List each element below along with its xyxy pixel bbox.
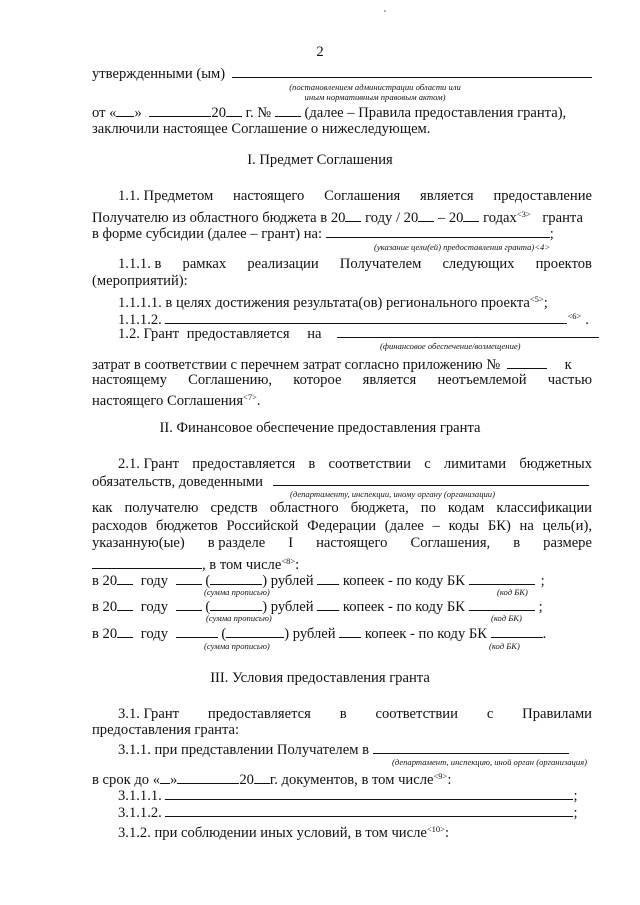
word: коды [448, 518, 480, 534]
word: лимитами [443, 456, 507, 472]
text: ; [549, 226, 554, 242]
sum-note: (сумма прописью) [206, 613, 272, 623]
text: обязательств, доведенными [92, 474, 263, 490]
footnote-ref: <7> [243, 392, 257, 402]
clause-3-1-1-2 [118, 803, 578, 822]
rubles-blank [176, 571, 202, 585]
text: , в том числе [202, 557, 282, 573]
text: ; [543, 295, 548, 311]
word: Получателем [339, 256, 422, 272]
kbk-note: (код БК) [489, 641, 520, 651]
word: 3.1. Грант [118, 706, 180, 722]
footnote-ref: <10> [426, 824, 445, 834]
text: » [170, 772, 178, 788]
number-label: г. № [245, 105, 272, 121]
word: средств [210, 500, 258, 516]
word: в [308, 456, 316, 472]
text: ; [573, 805, 578, 821]
department-blank [273, 472, 589, 486]
word: указанную(ые) [92, 535, 185, 551]
kbk-note: (код БК) [491, 613, 522, 623]
approved-by-text: утвержденными (ым) [92, 66, 226, 82]
text: копеек - по коду БК [342, 573, 466, 589]
word: реализации [247, 256, 319, 272]
kbk-note: (код БК) [497, 587, 528, 597]
text: предоставляется [186, 326, 290, 342]
word: 1.1. Предметом [118, 188, 214, 204]
text: : [295, 557, 300, 573]
annex-number-blank [507, 355, 547, 369]
rubles-blank [176, 624, 218, 638]
text: Получателю из областного бюджета в 20 [92, 210, 346, 226]
number-blank [275, 103, 301, 117]
text: копеек - по коду БК [364, 626, 488, 642]
concluded-text: заключили настоящее Соглашение о нижеследующем. [92, 121, 431, 137]
page-number: 2 [316, 44, 324, 60]
text: году [140, 626, 169, 642]
financing-note: (финансовое обеспечение/возмещение) [380, 341, 521, 351]
text: : [447, 772, 452, 788]
word: с [486, 706, 494, 722]
word: расходов [92, 518, 148, 534]
text: годах [483, 210, 517, 226]
section-1-heading: I. Предмет Соглашения [247, 152, 393, 168]
rubles-words-blank [210, 597, 262, 611]
approved-note-1: (постановлением администрации области или [289, 82, 461, 92]
word: на [519, 518, 534, 534]
word: следующих [442, 256, 515, 272]
text: ; [538, 599, 543, 615]
sum-note: (сумма прописью) [204, 587, 270, 597]
approved-by-line [92, 64, 592, 83]
text: 3.1.1. при представлении Получателем в [118, 742, 369, 758]
kopecks-blank [317, 597, 339, 611]
text: ; [540, 573, 545, 589]
department-note: (департамент, инспекцию, иной орган (организация) [392, 757, 587, 767]
text: ) рублей [262, 599, 314, 615]
rubles-words-blank [226, 624, 284, 638]
footnote-ref: <8> [281, 556, 296, 566]
text: 3.1.1.1. [118, 788, 162, 804]
word: предоставление [493, 188, 592, 204]
section-2-heading: II. Финансовое обеспечение предоставления гранта [159, 420, 481, 436]
word: в разделе [207, 535, 266, 551]
footnote-ref: <6> [567, 311, 582, 321]
word: частью [547, 372, 592, 388]
footnote-ref: <9> [433, 771, 448, 781]
department-note: (департаменту, инспекции, иному органу (организации) [290, 489, 495, 499]
word: областного [269, 500, 339, 516]
word: 2.1. Грант [118, 456, 180, 472]
year-blank [418, 208, 434, 222]
text: году [140, 599, 169, 615]
footnote-ref: <3> [516, 209, 531, 219]
clause-3-1-2 [118, 821, 449, 842]
rubles-blank [176, 597, 202, 611]
word: Соглашению, [188, 372, 273, 388]
text: ) рублей [262, 573, 314, 589]
text: к [564, 357, 572, 373]
kopecks-blank [339, 624, 361, 638]
kbk-blank [469, 571, 535, 585]
month-blank [149, 103, 211, 117]
clause-2-1-line-5 [92, 535, 592, 552]
year-blank [254, 770, 270, 784]
document-blank [165, 803, 573, 817]
text: : [444, 825, 450, 841]
word: получателю [124, 500, 199, 516]
clause-2-1-line-4 [92, 518, 592, 535]
text: ) рублей [284, 626, 336, 642]
clause-1-1-line-1 [118, 188, 592, 205]
text: на [307, 326, 322, 342]
financing-blank [337, 324, 599, 338]
text: настоящего Соглашения [92, 393, 244, 409]
project-blank [165, 310, 567, 324]
date-close: » [134, 105, 142, 121]
total-amount-blank [92, 555, 202, 569]
word: Правилами [522, 706, 592, 722]
text: 3.1.2. при соблюдении иных условий, в том числе [118, 825, 427, 841]
clause-3-1-line-2: предоставления гранта: [92, 722, 240, 738]
text: 20 [239, 772, 254, 788]
word: которое [293, 372, 342, 388]
word: в [339, 706, 347, 722]
word: является [362, 372, 417, 388]
costs-line-3 [92, 389, 261, 410]
word: неотъемлемой [437, 372, 527, 388]
text: ( [205, 573, 211, 589]
text: году / 20 [365, 210, 419, 226]
text: в 20 [92, 573, 118, 589]
word: проектов [535, 256, 592, 272]
costs-line-2 [92, 372, 592, 389]
text: . [585, 312, 589, 328]
date-open: от « [92, 105, 117, 121]
word: Соглашения [324, 188, 401, 204]
word: соответствии [328, 456, 411, 472]
word: размере [543, 535, 592, 551]
word: цель(и), [542, 518, 592, 534]
clause-2-1-line-1 [118, 456, 592, 473]
kbk-blank [469, 597, 535, 611]
date-line [92, 103, 566, 122]
year-blank [117, 624, 133, 638]
word: по [420, 500, 436, 516]
year-blank [117, 597, 133, 611]
word: рамках [182, 256, 227, 272]
clause-2-1-line-3 [92, 500, 592, 517]
word: бюджетов [156, 518, 218, 534]
clause-1-1-1-line-1 [118, 256, 592, 273]
approved-note-2: иным нормативным правовым актом) [304, 92, 446, 102]
day-blank [116, 103, 134, 117]
purpose-blank [326, 224, 550, 238]
text: 1.1.1.2. [118, 312, 162, 328]
kbk-blank [491, 624, 543, 638]
text: . [542, 626, 547, 642]
clause-1-1-line-3 [92, 224, 554, 243]
section-3-heading: III. Условия предоставления гранта [210, 670, 430, 686]
payment-row-1 [92, 571, 545, 590]
text: ( [205, 599, 211, 615]
rubles-words-blank [210, 571, 262, 585]
text: ( [221, 626, 227, 642]
word: Российской [226, 518, 299, 534]
text: – 20 [437, 210, 464, 226]
text: в форме субсидии (далее – грант) на: [92, 226, 323, 242]
clause-3-1-line-1 [118, 706, 592, 723]
word: как [92, 500, 113, 516]
word: БК) [487, 518, 511, 534]
text: в 20 [92, 599, 118, 615]
word: соответствии [375, 706, 458, 722]
word: настоящего [233, 188, 305, 204]
document-blank [165, 786, 573, 800]
word: бюджетных [519, 456, 592, 472]
purpose-note: (указание цели(ей) предоставления гранта)<4> [374, 242, 551, 252]
footnote-ref: <5> [529, 294, 544, 304]
payment-row-3 [92, 624, 546, 643]
text: году [140, 573, 169, 589]
year-prefix: 20 [211, 105, 226, 121]
word: Федерации [307, 518, 377, 534]
clause-1-1-1-line-2: (мероприятий): [92, 273, 188, 289]
text: копеек - по коду БК [342, 599, 466, 615]
word: предоставляется [192, 456, 296, 472]
text: . [256, 393, 261, 409]
text: ; [573, 788, 578, 804]
word: настоящего [316, 535, 388, 551]
word: – [432, 518, 440, 534]
year-blank [345, 208, 361, 222]
kopecks-blank [317, 571, 339, 585]
clause-1-2 [118, 324, 599, 343]
text: в срок до « [92, 772, 161, 788]
approved-by-blank [232, 64, 592, 78]
word: с [424, 456, 431, 472]
word: является [420, 188, 474, 204]
text: г. документов, в том числе [269, 772, 434, 788]
department-blank [373, 740, 569, 754]
year-blank [463, 208, 479, 222]
word: в [513, 535, 521, 551]
text: затрат в соответствии с перечнем затрат согласно приложению № [92, 357, 501, 373]
sum-note: (сумма прописью) [204, 641, 270, 651]
word: (далее [384, 518, 424, 534]
day-blank [160, 770, 170, 784]
word: предоставляется [207, 706, 311, 722]
word: классификации [496, 500, 592, 516]
text: 1.1.1.1. в целях достижения результата(ов) регионального проекта [118, 295, 530, 311]
word: Соглашения, [410, 535, 491, 551]
text: в 20 [92, 626, 118, 642]
scan-speck [384, 10, 386, 12]
text: 3.1.1.2. [118, 805, 162, 821]
word: кодам [447, 500, 485, 516]
text: 1.2. Грант [118, 326, 180, 342]
month-blank [177, 770, 239, 784]
text: гранта [542, 210, 583, 226]
word: настоящему [92, 372, 167, 388]
payment-row-2 [92, 597, 543, 616]
word: I [288, 535, 294, 551]
word: бюджета, [350, 500, 409, 516]
rules-reference: (далее – Правила предоставления гранта), [304, 105, 567, 121]
year-blank [117, 571, 133, 585]
year-blank [226, 103, 242, 117]
word: 1.1.1. в [118, 256, 162, 272]
